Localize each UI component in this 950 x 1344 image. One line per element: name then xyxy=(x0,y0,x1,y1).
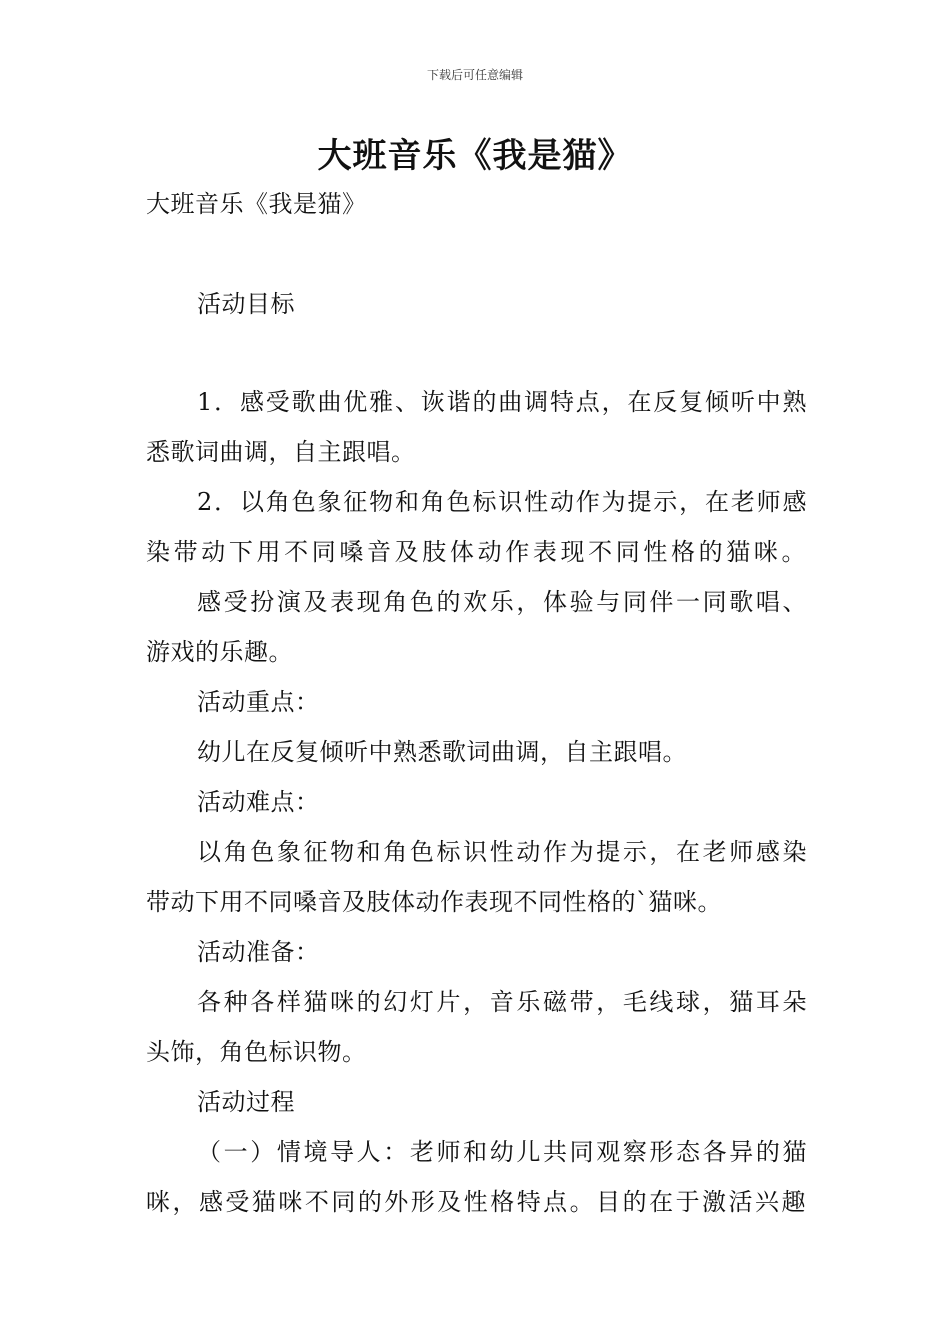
section-heading-process: 活动过程 xyxy=(197,1088,295,1116)
paragraph-line: 2．以角色象征物和角色标识性动作为提示，在老师感 xyxy=(197,488,807,516)
paragraph-line: 感受扮演及表现角色的欢乐，体验与同伴一同歌唱、 xyxy=(197,588,807,616)
paragraph-line: 悉歌词曲调，自主跟唱。 xyxy=(146,438,416,466)
paragraph-line: 各种各样猫咪的幻灯片，音乐磁带，毛线球，猫耳朵 xyxy=(197,988,807,1016)
paragraph-line: 染带动下用不同嗓音及肢体动作表现不同性格的猫咪。 xyxy=(146,538,806,566)
header-note: 下载后可任意编辑 xyxy=(426,68,523,82)
paragraph-line: （一）情境导人：老师和幼儿共同观察形态各异的猫 xyxy=(197,1138,807,1166)
paragraph-line: 幼儿在反复倾听中熟悉歌词曲调，自主跟唱。 xyxy=(197,738,687,766)
subtitle-line: 大班音乐《我是猫》 xyxy=(146,190,367,218)
paragraph-line: 咪，感受猫咪不同的外形及性格特点。目的在于激活兴趣 xyxy=(146,1188,806,1216)
section-heading-difficulty: 活动难点： xyxy=(197,788,320,816)
section-heading-key-point: 活动重点： xyxy=(197,688,320,716)
section-heading-preparation: 活动准备： xyxy=(197,938,320,966)
paragraph-line: 游戏的乐趣。 xyxy=(146,638,293,666)
paragraph-line: 头饰，角色标识物。 xyxy=(146,1038,367,1066)
paragraph-line: 带动下用不同嗓音及肢体动作表现不同性格的`猫咪。 xyxy=(146,888,722,916)
paragraph-line: 1．感受歌曲优雅、诙谐的曲调特点，在反复倾听中熟 xyxy=(197,388,807,416)
section-heading-goals: 活动目标 xyxy=(197,290,295,318)
paragraph-line: 以角色象征物和角色标识性动作为提示，在老师感染 xyxy=(197,838,807,866)
document-title: 大班音乐《我是猫》 xyxy=(317,136,633,176)
